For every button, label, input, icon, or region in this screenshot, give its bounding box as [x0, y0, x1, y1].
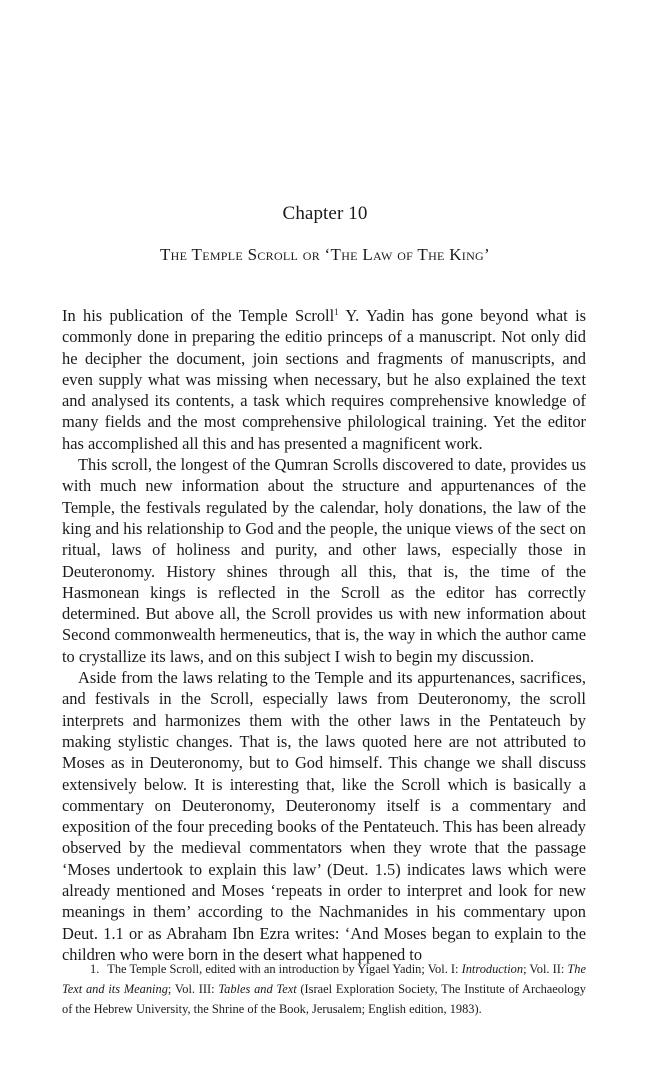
footnote-text-part: The Temple Scroll, edited with an introduction by Yigael Yadin; Vol. I: — [107, 962, 462, 976]
paragraph-1-rest: Y. Yadin has gone beyond what is commonly done in preparing the editio princeps of a manuscript. Not only did he decipher the document, join sections and fragments of manuscripts, and even supply what was missing when necessary, but he also explained the text and analysed its contents, a task which requires comprehensive knowledge of many fields and the most comprehensive philological training. Yet the editor has accomplished all this and has presented a magnificent work. — [62, 306, 586, 453]
footnote-volume-title: The Text and its Meaning — [62, 962, 586, 996]
chapter-title: The Temple Scroll or ‘The Law of The King’ — [160, 245, 490, 264]
footnote — [62, 959, 586, 1019]
paragraph-2: This scroll, the longest of the Qumran Scrolls discovered to date, provides us with much new information about the structure and appurtenances of the Temple, the festivals regulated by the calendar, holy donations, the law of the king and his relationship to God and the people, the unique views of the sect on ritual, laws of holiness and purity, and other laws, especially those in Deuteronomy. History shines through all this, that is, the time of the Hasmonean kings is reflected in the Scroll as the editor has correctly determined. But above all, the Scroll provides us with new information about Second commonwealth hermeneutics, that is, the way in which the author came to crystallize its laws, and on this subject I wish to begin my discussion. — [62, 455, 586, 666]
paragraph-1-start: In his publication of the Temple Scroll — [62, 306, 335, 325]
paragraph-3: Aside from the laws relating to the Temple and its appurtenances, sacrifices, and festivals in the Scroll, especially laws from Deuteronomy, the scroll interprets and harmonizes them with the other laws in the Pentateuch by making stylistic changes. That is, the laws quoted here are not attributed to Moses as in Deuteronomy, but to God himself. This change we shall discuss extensively below. It is interesting that, like the Scroll which is basically a commentary on Deuteronomy, Deuteronomy itself is a commentary and exposition of the four preceding books of the Pentateuch. This has been already observed by the medieval commentators when they wrote that the passage ‘Moses undertook to explain this law’ (Deut. 1.5) indicates laws which were already mentioned and Moses ‘repeats in order to interpret and look for new meanings in them’ according to the Nachmanides in his commentary upon Deut. 1.1 or as Abraham Ibn Ezra writes: ‘And Moses began to explain to the children who were born in the desert what happened to — [62, 668, 586, 964]
footnote-text-part: (Israel Exploration Society, The Institute of Archaeology of the Hebrew University, the Shrine of the Book, Jerusalem; English edition, 1983). — [62, 982, 587, 1016]
paragraph-1 — [62, 305, 586, 454]
body-text — [62, 305, 586, 965]
footnote-text-part: ; Vol. III: — [167, 982, 219, 996]
footnote-text-part: ; Vol. II: — [523, 962, 568, 976]
footnote-volume-title: Tables and Text — [218, 982, 297, 996]
footnote-reference[interactable]: 1 — [334, 307, 339, 317]
footnote-number: 1. — [90, 962, 100, 976]
footnote-volume-title: Introduction — [461, 962, 524, 976]
chapter-number: Chapter 10 — [282, 203, 368, 224]
